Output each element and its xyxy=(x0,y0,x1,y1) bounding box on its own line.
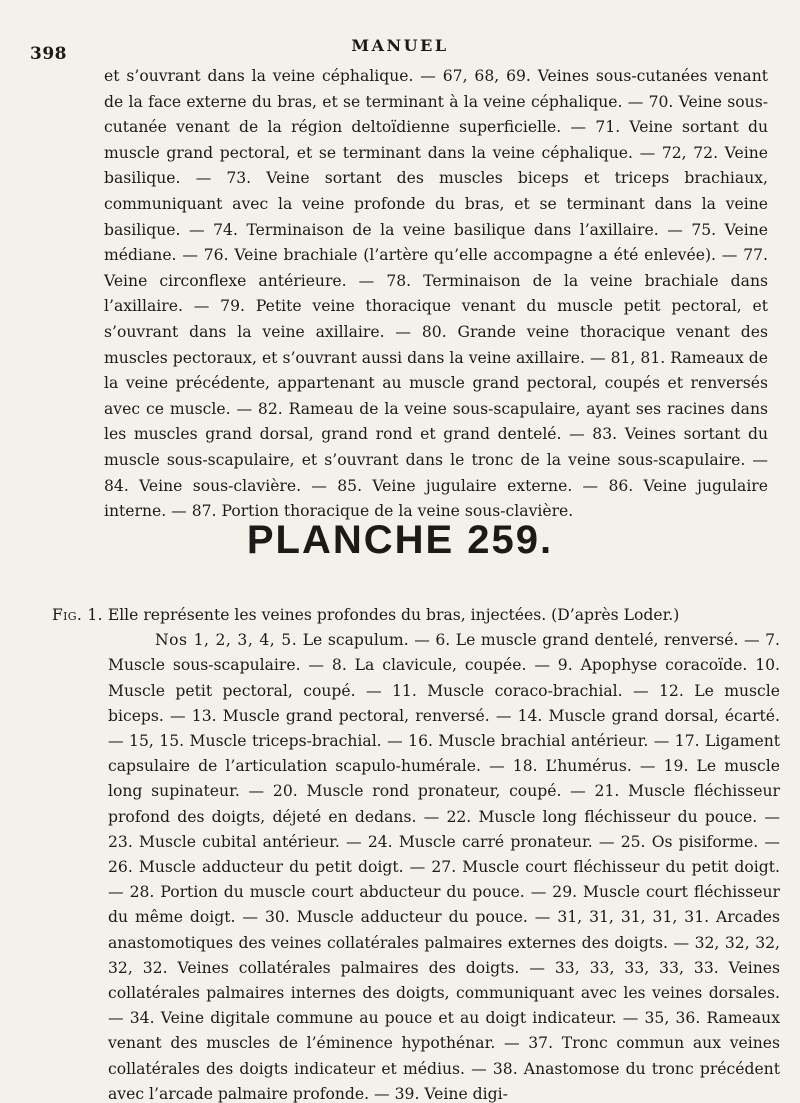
figure-label: Fig. 1. xyxy=(52,606,103,624)
running-head: MANUEL xyxy=(351,36,449,55)
page-number: 398 xyxy=(30,44,67,64)
page-header xyxy=(0,34,800,62)
figure-legend xyxy=(52,628,780,1103)
figure-legend-paragraph xyxy=(108,628,780,1103)
figure-legend-lead: Nos 1, 2, 3, 4, 5. xyxy=(155,631,298,650)
figure-caption xyxy=(52,603,780,628)
figure-description xyxy=(52,603,780,1103)
figure-legend-text: Le scapulum. — 6. Le muscle grand dentelé, renversé. — 7. Muscle sous-scapulaire. — 8. La clavicule, coupée. — 9. Apophyse coracoïde. 10. Muscle petit pectoral, coupé. — 11. Muscle coraco-brachial. — 12. Le muscle biceps. — 13. Muscle grand pectoral, renversé. — 14. Muscle grand dorsal, écarté. — 15, 15. Muscle triceps-brachial. — 16. Muscle brachial antérieur. — 17. Ligament capsulaire de l’articulation scapulo-humérale. — 18. L’humérus. — 19. Le muscle long supinateur. — 20. Muscle rond pronateur, coupé. — 21. Muscle fléchisseur profond des doigts, déjeté en dedans. — 22. Muscle long fléchisseur du pouce. — 23. Muscle cubital antérieur. — 24. Muscle carré pronateur. — 25. Os pisiforme. — 26. Muscle adducteur du petit doigt. — 27. Muscle court fléchisseur du petit doigt. — 28. Portion du muscle court abducteur du pouce. — 29. Muscle court fléchisseur du même doigt. — 30. Muscle adducteur du pouce. — 31, 31, 31, 31, 31. Arcades anastomotiques des veines collatérales palmaires externes des doigts. — 32, 32, 32, 32, 32. Veines collatérales palmaires des doigts. — 33, 33, 33, 33, 33. Veines collatérales palmaires internes des doigts, communiquant avec les veines dorsales. — 34. Veine digitale commune au pouce et au doigt indicateur. — 35, 36. Rameaux venant des muscles de l’éminence hypothénar. — 37. Tronc commun aux veines collatérales des doigts indicateur et médius. — 38. Anastomose du tronc précédent avec l’arcade palmaire profonde. — 39. Veine digi- xyxy=(108,631,780,1103)
figure-caption-text: Elle représente les veines profondes du bras, injectées. (D’après Loder.) xyxy=(107,606,680,624)
continuation-paragraph: et s’ouvrant dans la veine céphalique. — 67, 68, 69. Veines sous-cutanées venant de la face externe du bras, et se terminant à la veine céphalique. — 70. Veine sous-cutanée venant de la région deltoïdienne superficielle. — 71. Veine sortant du muscle grand pectoral, et se terminant dans la veine céphalique. — 72, 72. Veine basilique. — 73. Veine sortant des muscles biceps et triceps brachiaux, communiquant avec la veine profonde du bras, et se terminant dans la veine basilique. — 74. Terminaison de la veine basilique dans l’axillaire. — 75. Veine médiane. — 76. Veine brachiale (l’artère qu’elle accompagne a été enlevée). — 77. Veine circonflexe antérieure. — 78. Terminaison de la veine brachiale dans l’axillaire. — 79. Petite veine thoracique venant du muscle petit pectoral, et s’ouvrant dans la veine axillaire. — 80. Grande veine thoracique venant des muscles pectoraux, et s’ouvrant aussi dans la veine axillaire. — 81, 81. Rameaux de la veine précédente, appartenant au muscle grand pectoral, coupés et renversés avec ce muscle. — 82. Rameau de la veine sous-scapulaire, ayant ses racines dans les muscles grand dorsal, grand rond et grand dentelé. — 83. Veines sortant du muscle sous-scapulaire, et s’ouvrant dans le tronc de la veine sous-scapulaire. — 84. Veine sous-clavière. — 85. Veine jugulaire externe. — 86. Veine jugulaire interne. — 87. Portion thoracique de la veine sous-clavière. xyxy=(104,67,768,521)
continuation-paragraph-block xyxy=(104,64,768,525)
plate-title: PLANCHE 259. xyxy=(246,518,554,562)
